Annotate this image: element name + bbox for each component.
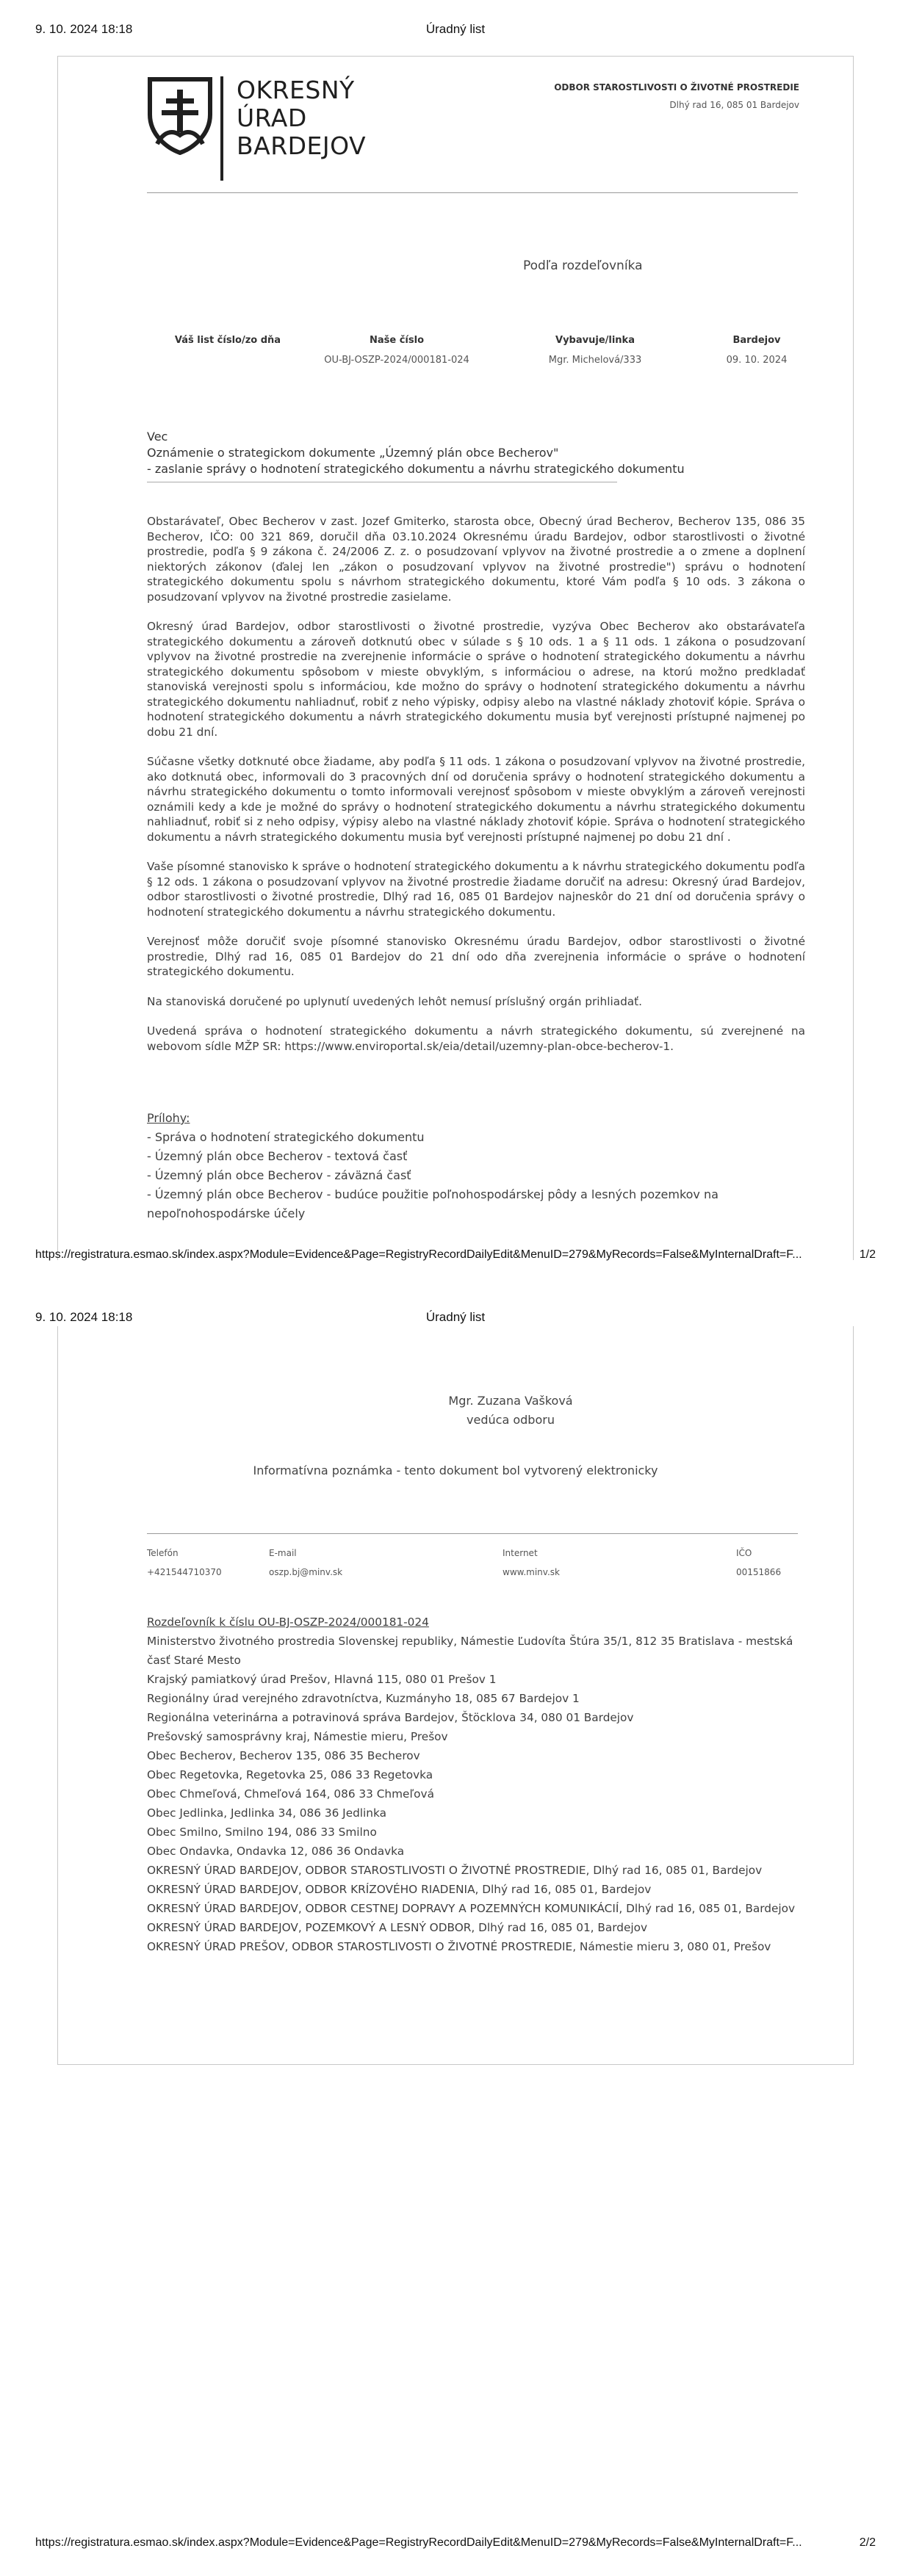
ref-value: Mgr. Michelová/333 [548,355,642,366]
print-date: 9. 10. 2024 18:18 [35,22,133,36]
attachment-item: - Správa o hodnotení strategického dokumentu [147,1130,425,1144]
print-footer [0,2536,911,2558]
ref-your-letter [162,335,294,355]
contacts-row [147,1548,798,1585]
distribution-item: Obec Becherov, Becherov 135, 086 35 Becherov [147,1749,420,1762]
distribution-item: Obec Jedlinka, Jedlinka 34, 086 36 Jedlinka [147,1806,386,1820]
print-footer [0,1248,911,1270]
attachment-item: - Územný plán obce Becherov - záväzná časť [147,1168,411,1182]
electronic-note: Informatívna poznámka - tento dokument bol vytvorený elektronicky [253,1464,658,1477]
department-name: ODBOR STAROSTLIVOSTI O ŽIVOTNÉ PROSTREDIE [554,82,799,93]
contact-value: 00151866 [736,1567,782,1577]
signatory-name: Mgr. Zuzana Vašková [448,1394,573,1408]
signatory-role: vedúca odboru [467,1413,555,1427]
contact-label: Internet [503,1548,538,1558]
subject-line-2: - zaslanie správy o hodnotení strategického dokumentu a návrhu strategického dokumentu [147,462,685,476]
department-address: Dlhý rad 16, 085 01 Bardejov [669,100,799,110]
print-title: Úradný list [425,1310,486,1324]
body-paragraph: Súčasne všetky dotknuté obce žiadame, aby podľa § 11 ods. 1 zákona o posudzovaní vplyvov na životné prostredie, ako dotknutá obec, informovali do 3 pracovných dní od doručenia správy o hodnotení strategického dokumentu a návrhu strategického dokumentu o tomto informovali verejnosť spôsobom v mieste obvyklým a zároveň verejnosti oznámili kedy a kde je možné do správy o hodnotení strategického dokumentu a návrhu strategického dokumentu nahliadnuť, robiť si z neho odpisy, výpisy alebo na vlastné náklady zhotoviť kópie. Správa o hodnotení strategického dokumentu a návrh strategického dokumentu musia byť verejnosti prístupné najmenej po dobu 21 dní . [147,755,805,844]
contact-label: IČO [736,1548,752,1558]
distribution-item: Obec Regetovka, Regetovka 25, 086 33 Regetovka [147,1768,433,1781]
ref-place-date [713,335,801,366]
contact-value: www.minv.sk [503,1567,560,1577]
body-paragraph: Uvedená správa o hodnotení strategického dokumentu a návrh strategického dokumentu, sú zverejnené na webovom sídle MŽP SR: https://www.enviroportal.sk/eia/detail/uzemny-plan-obce-becherov-1. [147,1024,805,1053]
distribution-item: Regionálna veterinárna a potravinová správa Bardejov, Štöcklova 34, 080 01 Bardejov [147,1711,634,1724]
department-block [554,82,799,110]
office-name-line-3: BARDEJOV [237,131,367,160]
office-name [237,76,366,160]
distribution-item: Obec Chmeľová, Chmeľová 164, 086 33 Chmeľová [147,1787,434,1801]
body-paragraph: Na stanoviská doručené po uplynutí uvedených lehôt nemusí príslušný orgán prihliadať. [147,994,643,1008]
contact-label: E-mail [269,1548,297,1558]
distribution-item: Obec Smilno, Smilno 194, 086 33 Smilno [147,1826,377,1839]
attachment-item: - Územný plán obce Becherov - budúce použitie poľnohospodárskej pôdy a lesných pozemkov na nepoľnohospodárske účely [147,1187,719,1220]
ref-label: Bardejov [732,335,781,346]
page-number: 2/2 [859,2536,876,2549]
print-title: Úradný list [425,22,486,36]
recipient: Podľa rozdeľovníka [523,258,643,273]
subject-line-1: Oznámenie o strategickom dokumente „Územný plán obce Becherov" [147,446,559,460]
page-number: 1/2 [859,1248,876,1261]
reference-row [147,335,798,379]
distribution-item: Regionálny úrad verejného zdravotníctva, Kuzmányho 18, 085 67 Bardejov 1 [147,1692,580,1705]
ref-value: 09. 10. 2024 [726,355,788,366]
subject [147,429,685,477]
print-header [0,22,911,44]
attachments [147,1109,805,1223]
contact-value: +421544710370 [147,1567,222,1577]
body-paragraph: Vaše písomné stanovisko k správe o hodnotení strategického dokumentu a k návrhu strategického dokumentu podľa § 12 ods. 1 zákona o posudzovaní vplyvov na životné prostredie žiadame doručiť na adresu: Okresný úrad Bardejov, odbor starostlivosti o životné prostredie, Dlhý rad 16, 085 01 Bardejov najneskôr do 21 dní od doručenia správy o hodnotení strategického dokumentu a návrhu strategického dokumentu. [147,860,805,919]
distribution-item: OKRESNÝ ÚRAD BARDEJOV, ODBOR CESTNEJ DOPRAVY A POZEMNÝCH KOMUNIKÁCIÍ, Dlhý rad 16, 085 01, Bardejov [147,1902,796,1915]
body-paragraph: Okresný úrad Bardejov, odbor starostlivosti o životné prostredie, vyzýva Obec Becherov ako obstarávateľa strategického dokumentu a zároveň dotknutú obec v súlade s § 10 ods. 1 a § 11 ods. 1 zákona o posudzovaní vplyvov na životné prostredie na zverejnenie informácie o správe o hodnotení strategického dokumentu a návrhu strategického dokumentu spôsobom v mieste obvyklým, s informáciou o adrese, na ktorú možno predkladať stanoviská verejnosti spolu s informáciou, kde možno do správy o hodnotení strategického dokumentu a návrhu strategického dokumentu nahliadnuť, robiť z neho výpisky, odpisy alebo na vlastné náklady zhotoviť kópie. Správa o hodnotení strategického dokumentu a návrh strategického dokumentu musia byť verejnosti prístupné najmenej po dobu 21 dní. [147,620,805,739]
distribution-item: OKRESNÝ ÚRAD BARDEJOV, POZEMKOVÝ A LESNÝ ODBOR, Dlhý rad 16, 085 01, Bardejov [147,1921,648,1934]
distribution-title: Rozdeľovník k číslu OU-BJ-OSZP-2024/000181-024 [147,1616,429,1629]
contacts-divider [147,1533,798,1534]
header-divider [147,192,798,193]
contact-ico [736,1548,781,1577]
distribution-item: Prešovský samosprávny kraj, Námestie mieru, Prešov [147,1730,448,1743]
ref-label: Vybavuje/linka [555,335,635,346]
distribution-item: Obec Ondavka, Ondavka 12, 086 36 Ondavka [147,1845,405,1858]
subject-label: Vec [147,430,168,444]
letter-body [147,514,805,1068]
attachments-title: Prílohy: [147,1111,190,1125]
signature-block [0,1392,911,1430]
print-url[interactable]: https://registratura.esmao.sk/index.aspx?Module=Evidence&Page=RegistryRecordDailyEdit&MenuID=279&MyRecords=False&MyInternalDraft=F... [35,1248,802,1261]
ref-our-number [316,335,478,366]
attachment-item: - Územný plán obce Becherov - textová časť [147,1149,408,1163]
distribution-item: Krajský pamiatkový úrad Prešov, Hlavná 115, 080 01 Prešov 1 [147,1673,497,1686]
ref-handled-by [522,335,669,366]
contact-label: Telefón [147,1548,179,1558]
contact-internet [503,1548,560,1577]
contact-email [269,1548,342,1577]
coat-of-arms-icon [147,76,213,156]
distribution-item: Ministerstvo životného prostredia Slovenskej republiky, Námestie Ľudovíta Štúra 35/1, 812 35 Bratislava - mestská časť Staré Mesto [147,1635,793,1667]
print-url[interactable]: https://registratura.esmao.sk/index.aspx?Module=Evidence&Page=RegistryRecordDailyEdit&MenuID=279&MyRecords=False&MyInternalDraft=F... [35,2536,802,2549]
ref-value: OU-BJ-OSZP-2024/000181-024 [324,355,469,366]
logo-divider [220,76,223,181]
print-date: 9. 10. 2024 18:18 [35,1310,133,1324]
distribution-item: OKRESNÝ ÚRAD PREŠOV, ODBOR STAROSTLIVOSTI O ŽIVOTNÉ PROSTREDIE, Námestie mieru 3, 080 01, Prešov [147,1940,771,1953]
office-name-line-1: OKRESNÝ [237,76,355,104]
contact-value: oszp.bj@minv.sk [269,1567,343,1577]
ref-label: Naše číslo [369,335,425,346]
office-name-line-2: ÚRAD [237,104,307,132]
ref-label: Váš list číslo/zo dňa [174,335,281,346]
distribution-item: OKRESNÝ ÚRAD BARDEJOV, ODBOR STAROSTLIVOSTI O ŽIVOTNÉ PROSTREDIE, Dlhý rad 16, 085 01, Bardejov [147,1864,763,1877]
contact-phone [147,1548,222,1577]
body-paragraph: Verejnosť môže doručiť svoje písomné stanovisko Okresnému úradu Bardejov, odbor starostlivosti o životné prostredie, Dlhý rad 16, 085 01 Bardejov do 21 dní odo dňa zverejnenia informácie o správe o hodnotení strategického dokumentu. [147,935,805,978]
distribution-list [147,1613,801,1956]
body-paragraph: Obstarávateľ, Obec Becherov v zast. Jozef Gmiterko, starosta obce, Obecný úrad Becherov, Becherov 135, 086 35 Becherov, IČO: 00 321 869, doručil dňa 03.10.2024 Okresnému úradu Bardejov, odbor starostlivosti o životné prostredie, podľa § 9 zákona č. 24/2006 Z. z. o posudzovaní vplyvov na životné prostredie a o zmene a doplnení niektorých zákonov (ďalej len „zákon o posudzovaní vplyvov na životné prostredie") správu o hodnotení strategického dokumentu spolu s návrhom strategického dokumentu, ktoré Vám podľa § 10 ods. 3 zákona o posudzovaní vplyvov na životné prostredie zasielame. [147,515,805,604]
distribution-item: OKRESNÝ ÚRAD BARDEJOV, ODBOR KRÍZOVÉHO RIADENIA, Dlhý rad 16, 085 01, Bardejov [147,1883,652,1896]
